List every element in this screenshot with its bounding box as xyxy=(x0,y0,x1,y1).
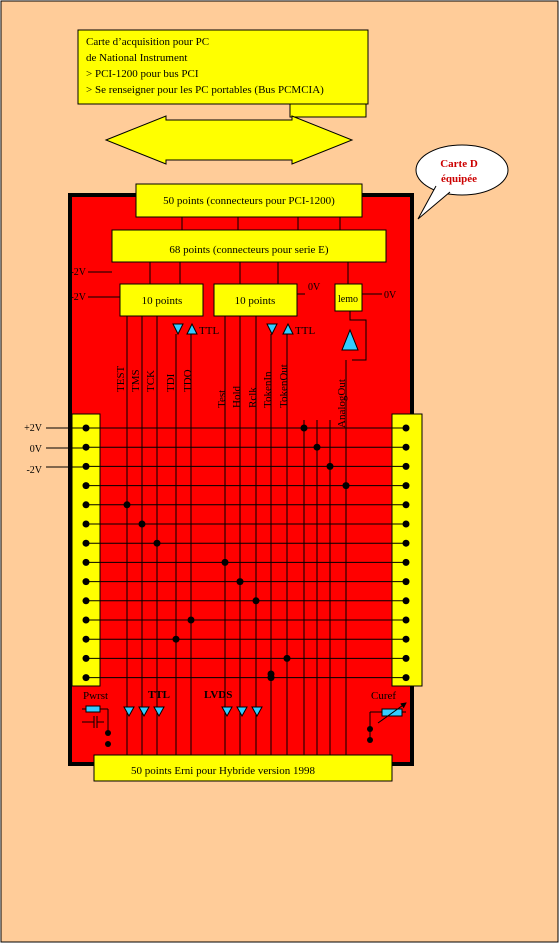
signal-label-rclk: Rclk xyxy=(247,387,259,408)
junction-dot xyxy=(301,425,308,432)
curef-label: Curef xyxy=(371,690,397,702)
pwrst-dot-1 xyxy=(105,730,111,736)
left-connector-pin xyxy=(83,636,90,643)
left-connector-pin xyxy=(83,597,90,604)
ttl-label-a: TTL xyxy=(199,325,220,337)
junction-dot xyxy=(154,540,161,547)
right-side-connector xyxy=(392,414,422,686)
right-connector-pin xyxy=(403,636,410,643)
junction-dot xyxy=(314,444,321,451)
header-line-4: > Se renseigner pour les PC portables (Bus PCMCIA) xyxy=(86,84,324,96)
voltage-label-68-neg: -2V xyxy=(70,267,86,278)
signal-label-test-b: Test xyxy=(216,389,228,408)
header-line-2: de National Instrument xyxy=(86,52,188,64)
voltage-label-lemo-zero: 0V xyxy=(384,290,397,301)
signal-label-tokenin: TokenIn xyxy=(262,371,274,408)
board xyxy=(70,195,412,764)
signal-label-tck: TCK xyxy=(145,370,157,392)
left-connector-pin xyxy=(83,674,90,681)
junction-dot xyxy=(124,501,131,508)
left-connector-pin xyxy=(83,617,90,624)
left-connector-pin xyxy=(83,578,90,585)
right-connector-pin xyxy=(403,444,410,451)
junction-dot xyxy=(327,463,334,470)
junction-dot xyxy=(343,482,350,489)
callout-bubble xyxy=(416,145,508,195)
voltage-label-10b-zero: 0V xyxy=(308,282,321,293)
connector-68-label: 68 points (connecteurs pour serie E) xyxy=(169,244,329,256)
right-connector-pin xyxy=(403,482,410,489)
junction-dot xyxy=(284,655,291,662)
left-connector-pin xyxy=(83,501,90,508)
lvds-label: LVDS xyxy=(204,689,233,701)
junction-dot xyxy=(237,578,244,585)
connector-50-label: 50 points (connecteurs pour PCI-1200) xyxy=(163,195,335,207)
rail-label-plus2: +2V xyxy=(24,423,42,434)
left-connector-pin xyxy=(83,540,90,547)
signal-label-tokenout: TokenOut xyxy=(278,364,290,408)
right-connector-pin xyxy=(403,501,410,508)
curef-dot-1 xyxy=(367,726,373,732)
signal-label-analogout: AnalogOut xyxy=(336,379,348,428)
right-connector-pin xyxy=(403,463,410,470)
callout-line-1: Carte D xyxy=(440,158,478,170)
left-connector-pin xyxy=(83,559,90,566)
left-connector-pin xyxy=(83,655,90,662)
right-connector-pin xyxy=(403,521,410,528)
erni-connector-label: 50 points Erni pour Hybride version 1998 xyxy=(131,765,315,777)
signal-label-tdi: TDI xyxy=(165,373,177,392)
junction-dot xyxy=(222,559,229,566)
junction-dot xyxy=(188,617,195,624)
right-connector-pin xyxy=(403,559,410,566)
right-connector-pin xyxy=(403,655,410,662)
rail-label-zero: 0V xyxy=(29,444,42,455)
signal-label-tms: TMS xyxy=(130,369,142,392)
callout-line-2: équipée xyxy=(440,173,478,185)
right-connector-pin xyxy=(403,540,410,547)
lemo-label: lemo xyxy=(338,294,358,305)
left-connector-pin xyxy=(83,463,90,470)
right-connector-pin xyxy=(403,425,410,432)
header-line-3: > PCI-1200 pour bus PCI xyxy=(86,68,199,80)
voltage-label-10a-neg: -2V xyxy=(70,292,86,303)
junction-dot xyxy=(139,521,146,528)
signal-label-hold: Hold xyxy=(231,386,243,408)
rail-label-neg2: -2V xyxy=(26,465,42,476)
bottom-ttl-label: TTL xyxy=(148,689,171,701)
right-connector-pin xyxy=(403,578,410,585)
header-line-1: Carte d’acquisition pour PC xyxy=(86,36,210,48)
curef-dot-2 xyxy=(367,737,373,743)
right-connector-pin xyxy=(403,617,410,624)
left-connector-pin xyxy=(83,521,90,528)
left-connector-pin xyxy=(83,444,90,451)
signal-label-test: TEST xyxy=(115,365,127,392)
junction-dot xyxy=(268,671,275,678)
ttl-label-b: TTL xyxy=(295,325,316,337)
pwrst-dot-2 xyxy=(105,741,111,747)
ten-points-label-a: 10 points xyxy=(141,295,183,307)
right-connector-pin xyxy=(403,597,410,604)
signal-label-tdo: TDO xyxy=(182,369,194,392)
right-connector-pin xyxy=(403,674,410,681)
junction-dot xyxy=(253,597,260,604)
junction-dot xyxy=(173,636,180,643)
left-connector-pin xyxy=(83,482,90,489)
left-side-connector xyxy=(72,414,100,686)
pwrst-label: Pwrst xyxy=(83,690,109,702)
ten-points-label-b: 10 points xyxy=(234,295,276,307)
